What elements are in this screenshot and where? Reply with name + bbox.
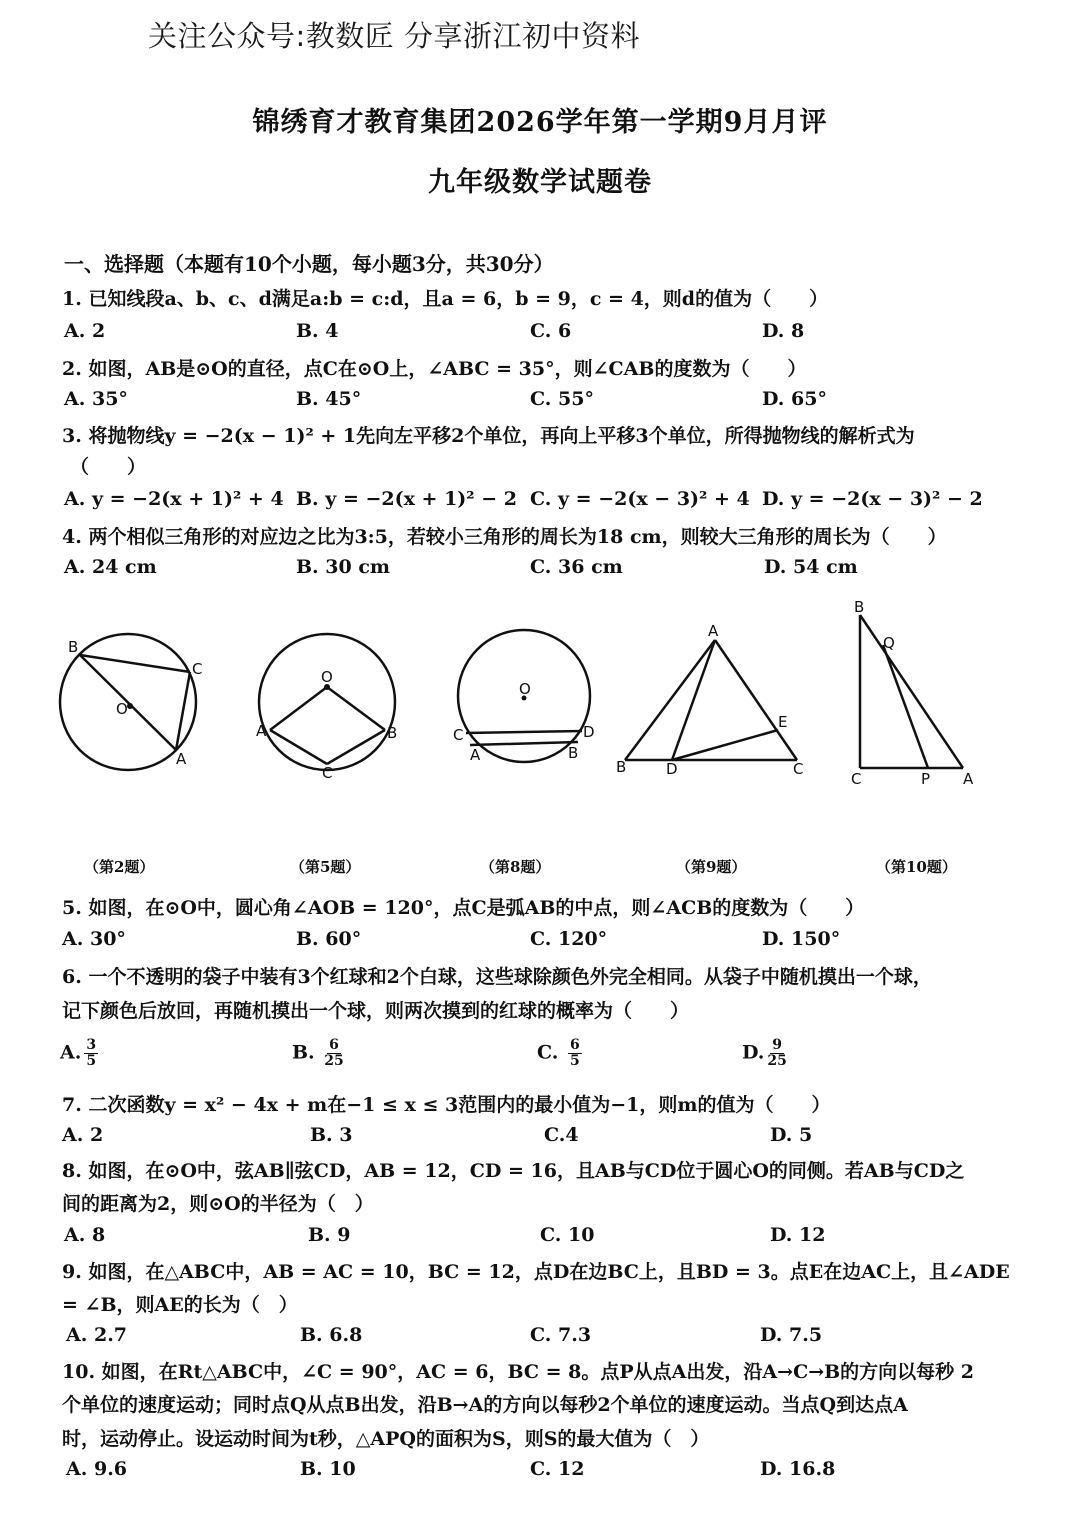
q6-a-prefix: A. [60,1041,82,1064]
q6-b-fraction [324,1038,343,1069]
watermark: 关注公众号:教数匠 分享浙江初中资料 [148,19,640,53]
q2-option-d: D. 65° [762,388,827,410]
fig9-label-A: A [708,622,719,640]
q6-a-den: 5 [86,1053,97,1069]
question-6-stem-line2: 记下颜色后放回，再随机摸出一个球，则两次摸到的红球的概率为（ ） [62,1000,690,1022]
fig5-label-C: C [322,764,333,782]
q2-option-a: A. 35° [64,388,128,410]
q7-option-c: C.4 [544,1124,579,1146]
fig10-label-A: A [963,770,974,788]
section-heading: 一、选择题（本题有10个小题，每小题3分，共30分） [64,252,554,276]
q8-option-a: A. 8 [64,1224,106,1246]
q2-option-b: B. 45° [296,388,362,410]
q3-option-b: B. y = −2(x + 1)² − 2 [296,488,517,510]
q9-option-c: C. 7.3 [530,1324,592,1346]
q7-option-b: B. 3 [310,1124,353,1146]
question-4-stem: 4. 两个相似三角形的对应边之比为3:5，若较小三角形的周长为18 cm，则较大三角形的周长为（ ） [62,526,947,548]
q1-option-a: A. 2 [64,320,106,342]
q10-option-b: B. 10 [300,1458,356,1480]
question-7-stem: 7. 二次函数y = x² − 4x + m在−1 ≤ x ≤ 3范围内的最小值为−1，则m的值为（ ） [62,1094,831,1116]
q5-option-c: C. 120° [530,928,608,950]
caption-fig9: （第9题） [676,858,747,876]
fig10-label-Q: Q [883,634,895,652]
question-10-stem-line3: 时，运动停止。设运动时间为t秒，△APQ的面积为S，则S的最大值为（ ） [62,1428,710,1450]
question-6-stem: 6. 一个不透明的袋子中装有3个红球和2个白球，这些球除颜色外完全相同。从袋子中随机摸出一个球， [62,966,932,988]
q9-option-d: D. 7.5 [760,1324,823,1346]
question-8-stem-line2: 间的距离为2，则⊙O的半径为（ ） [62,1193,374,1215]
q10-option-d: D. 16.8 [760,1458,836,1480]
q6-a-num: 3 [86,1037,97,1053]
q6-a-fraction [84,1038,98,1069]
q5-option-d: D. 150° [762,928,841,950]
q5-option-b: B. 60° [296,928,362,950]
figures-row [0,590,1080,820]
fig10-label-P: P [921,770,931,788]
caption-fig8: （第8题） [480,858,551,876]
q4-option-b: B. 30 cm [296,556,391,578]
q6-option-b [292,1038,344,1069]
exam-title: 锦绣育才教育集团2026学年第一学期9月月评 [252,107,828,138]
q6-b-prefix: B. [292,1041,322,1064]
fig8-label-B: B [568,744,579,762]
fig2-label-O: O [116,700,128,718]
q10-option-c: C. 12 [530,1458,585,1480]
fig8-label-A: A [470,746,481,764]
q1-option-d: D. 8 [762,320,805,342]
question-5-stem: 5. 如图，在⊙O中，圆心角∠AOB = 120°，点C是弧AB的中点，则∠ACB的度数为（ ） [62,897,865,919]
question-3-stem-line2: （ ） [70,456,147,478]
question-10-stem: 10. 如图，在Rt△ABC中，∠C = 90°，AC = 6，BC = 8。点P从点A出发，沿A→C→B的方向以每秒 2 [62,1361,975,1383]
q6-option-a [60,1038,98,1069]
fig8-label-D: D [583,723,595,741]
q6-c-prefix: C. [537,1041,566,1064]
fig9-label-C: C [793,760,804,778]
fig8-label-C: C [453,726,464,744]
q6-d-prefix: D. [742,1041,765,1064]
q9-option-b: B. 6.8 [300,1324,363,1346]
fig5-circle [259,634,398,770]
q6-d-num: 9 [772,1037,783,1053]
caption-fig2: （第2题） [84,858,155,876]
exam-subtitle: 九年级数学试题卷 [428,167,652,198]
fig5-label-A: A [256,722,267,740]
fig2-label-B: B [68,638,79,656]
q3-option-d: D. y = −2(x − 3)² − 2 [762,488,983,510]
q5-option-a: A. 30° [62,928,126,950]
q9-option-a: A. 2.7 [66,1324,128,1346]
fig9-label-E: E [778,713,788,731]
caption-fig5: （第5题） [290,858,361,876]
q10-option-a: A. 9.6 [66,1458,128,1480]
q7-option-a: A. 2 [62,1124,104,1146]
caption-fig10: （第10题） [876,858,957,876]
fig9-label-D: D [666,760,678,778]
fig8-label-O: O [519,680,531,698]
q6-option-d [742,1038,787,1069]
question-8-stem: 8. 如图，在⊙O中，弦AB∥弦CD，AB = 12，CD = 16，且AB与CD位于圆心O的同侧。若AB与CD之 [62,1160,965,1182]
question-1-stem: 1. 已知线段a、b、c、d满足a:b = c:d，且a = 6，b = 9，c = 4，则d的值为（ ） [62,288,829,310]
q6-b-num: 6 [329,1037,339,1053]
q6-c-fraction [568,1038,582,1069]
q1-option-b: B. 4 [296,320,339,342]
fig5-label-O: O [321,668,333,686]
fig2-label-A: A [176,750,187,768]
fig2-label-C: C [192,660,203,678]
fig5-label-B: B [387,724,398,742]
q7-option-d: D. 5 [770,1124,813,1146]
question-3-stem: 3. 将抛物线y = −2(x − 1)² + 1先向左平移2个单位，再向上平移3个单位，所得抛物线的解析式为 [62,425,915,447]
question-2-stem: 2. 如图，AB是⊙O的直径，点C在⊙O上，∠ABC = 35°，则∠CAB的度数为（ ） [62,358,807,380]
q8-option-c: C. 10 [540,1224,595,1246]
q6-d-den: 25 [767,1053,787,1069]
fig10-label-B: B [854,598,865,616]
q4-option-c: C. 36 cm [530,556,623,578]
q3-option-c: C. y = −2(x − 3)² + 4 [530,488,750,510]
q6-option-c [537,1038,582,1069]
q8-option-d: D. 12 [770,1224,826,1246]
question-10-stem-line2: 个单位的速度运动；同时点Q从点B出发，沿B→A的方向以每秒2个单位的速度运动。当点Q到达点A [62,1394,908,1416]
q6-b-den: 25 [324,1053,344,1069]
q1-option-c: C. 6 [530,320,572,342]
fig10-label-C: C [851,770,862,788]
q6-d-fraction [767,1038,786,1069]
q2-option-c: C. 55° [530,388,594,410]
q6-c-den: 5 [570,1053,580,1069]
fig9-label-B: B [616,758,627,776]
question-9-stem: 9. 如图，在△ABC中，AB = AC = 10，BC = 12，点D在边BC上，且BD = 3。点E在边AC上，且∠ADE [62,1261,1010,1283]
question-9-stem-line2: = ∠B，则AE的长为（ ） [62,1294,298,1316]
q4-option-a: A. 24 cm [64,556,157,578]
q8-option-b: B. 9 [308,1224,351,1246]
q6-c-num: 6 [570,1037,580,1053]
q4-option-d: D. 54 cm [764,556,858,578]
q3-option-a: A. y = −2(x + 1)² + 4 [64,488,284,510]
